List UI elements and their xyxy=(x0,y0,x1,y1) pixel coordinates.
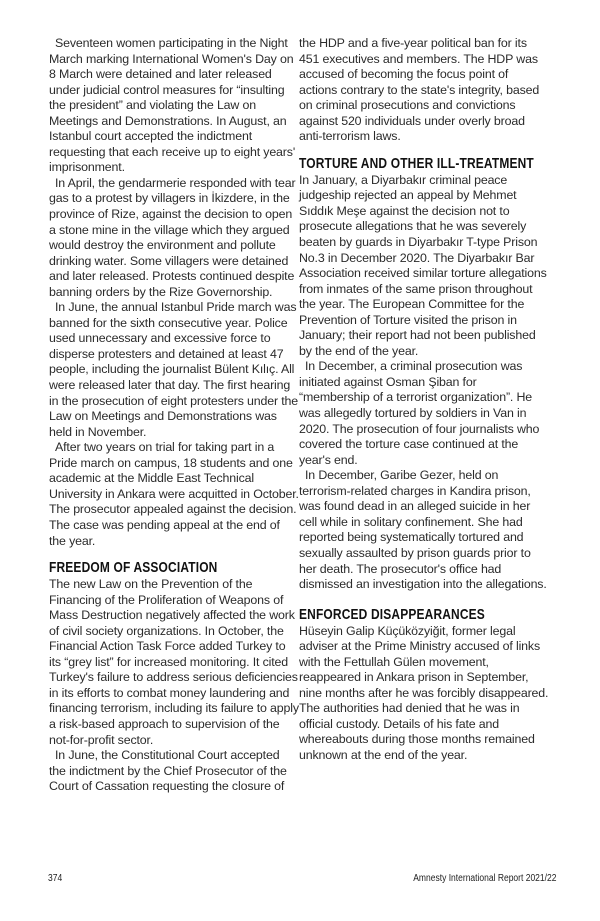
left-column xyxy=(49,36,299,795)
paragraph-garibe-gezer: In December, Garibe Gezer, held on terrorism-related charges in Kandira prison, was found dead in an alleged suicide in her cell while in solitary confinement. She had reported being systematically tortured and sexually assaulted by prison guards prior to her death. The prosecutor's office had dismissed an investigation into the allegations. xyxy=(299,468,547,592)
paragraph-hdp-continued: the HDP and a five-year political ban for its 451 executives and members. The HDP was accused of becoming the focus point of actions contrary to the state's integrity, based on criminal prosecutions and convictions against 520 individuals under overly broad anti-terrorism laws. xyxy=(299,36,540,144)
heading-freedom-of-association: FREEDOM OF ASSOCIATION xyxy=(49,560,218,577)
page-number: 374 xyxy=(48,873,63,884)
paragraph-ikizdere-protest: In April, the gendarmerie responded with tear gas to a protest by villagers in İkizdere, in the province of Rize, against the decision to open a stone mine in the village which they argued would destroy the environment and pollute drinking water. Some villagers were detained and later released. Protests continued despite banning orders by the Rize Governorship. xyxy=(49,175,296,299)
heading-torture-ill-treatment: TORTURE AND OTHER ILL-TREATMENT xyxy=(299,155,534,172)
paragraph-diyarbakir-prison: In January, a Diyarbakır criminal peace judgeship rejected an appeal by Mehmet Sıddık Meşe against the decision not to prosecute allegations that he was severely beaten by guards in Diyarbakır T-type Prison No.3 in December 2020. The Diyarbakır Bar Association received similar torture allegations from inmates of the same prison throughout the year. The European Committee for the Prevention of Torture visited the prison in January; their report had not been published by the end of the year. xyxy=(299,172,547,358)
heading-enforced-disappearances: ENFORCED DISAPPEARANCES xyxy=(299,606,485,623)
paragraph-metu-pride-trial: After two years on trial for taking part in a Pride march on campus, 18 students and one academic at the Middle East Technical University in Ankara were acquitted in October. The prosecutor appealed against the decision. The case was pending appeal at the end of the year. xyxy=(49,440,299,548)
report-title: Amnesty International Report 2021/22 xyxy=(412,873,556,884)
right-column xyxy=(299,36,549,764)
paragraph-osman-siban: In December, a criminal prosecution was initiated against Osman Şiban for “membership of a terrorist organization”. He was allegedly tortured by soldiers in Van in 2020. The prosecution of four journalists who covered the torture case continued at the year's end. xyxy=(299,359,540,467)
paragraph-night-march: Seventeen women participating in the Night March marking International Women's Day on 8 March were detained and later released under judicial control measures for “insulting the president” and violating the Law on Meetings and Demonstrations. In August, an Istanbul court accepted the indictment requesting that each receive up to eight years' imprisonment. xyxy=(49,36,296,175)
paragraph-wmd-financing-law: The new Law on the Prevention of the Financing of the Proliferation of Weapons of Mass Destruction negatively affected the work of civil society organizations. In October, the Financial Action Task Force added Turkey to its “grey list” for increased monitoring. It cited Turkey's failure to address serious deficiencies in its efforts to combat money laundering and financing terrorism, including its failure to apply a risk-based approach to supervision of the not-for-profit sector. xyxy=(49,577,299,747)
paragraph-istanbul-pride: In June, the annual Istanbul Pride march was banned for the sixth consecutive year. Police used unnecessary and excessive force to disperse protesters and detained at least 47 people, including the journalist Bülent Kılıç. All were released later that day. The first hearing in the prosecution of eight protesters under the Law on Meetings and Demonstrations was held in November. xyxy=(49,300,299,439)
paragraph-huseyin-galip: Hüseyin Galip Küçüközyiğit, former legal adviser at the Prime Ministry accused of links with the Fettullah Gülen movement, reappeared in Ankara prison in September, nine months after he was forcibly disappeared. The authorities had denied that he was in official custody. Details of his fate and whereabouts during those months remained unknown at the end of the year. xyxy=(299,623,549,762)
paragraph-hdp-closure-case: In June, the Constitutional Court accepted the indictment by the Chief Prosecutor of the Court of Cassation requesting the closure of xyxy=(49,748,287,794)
